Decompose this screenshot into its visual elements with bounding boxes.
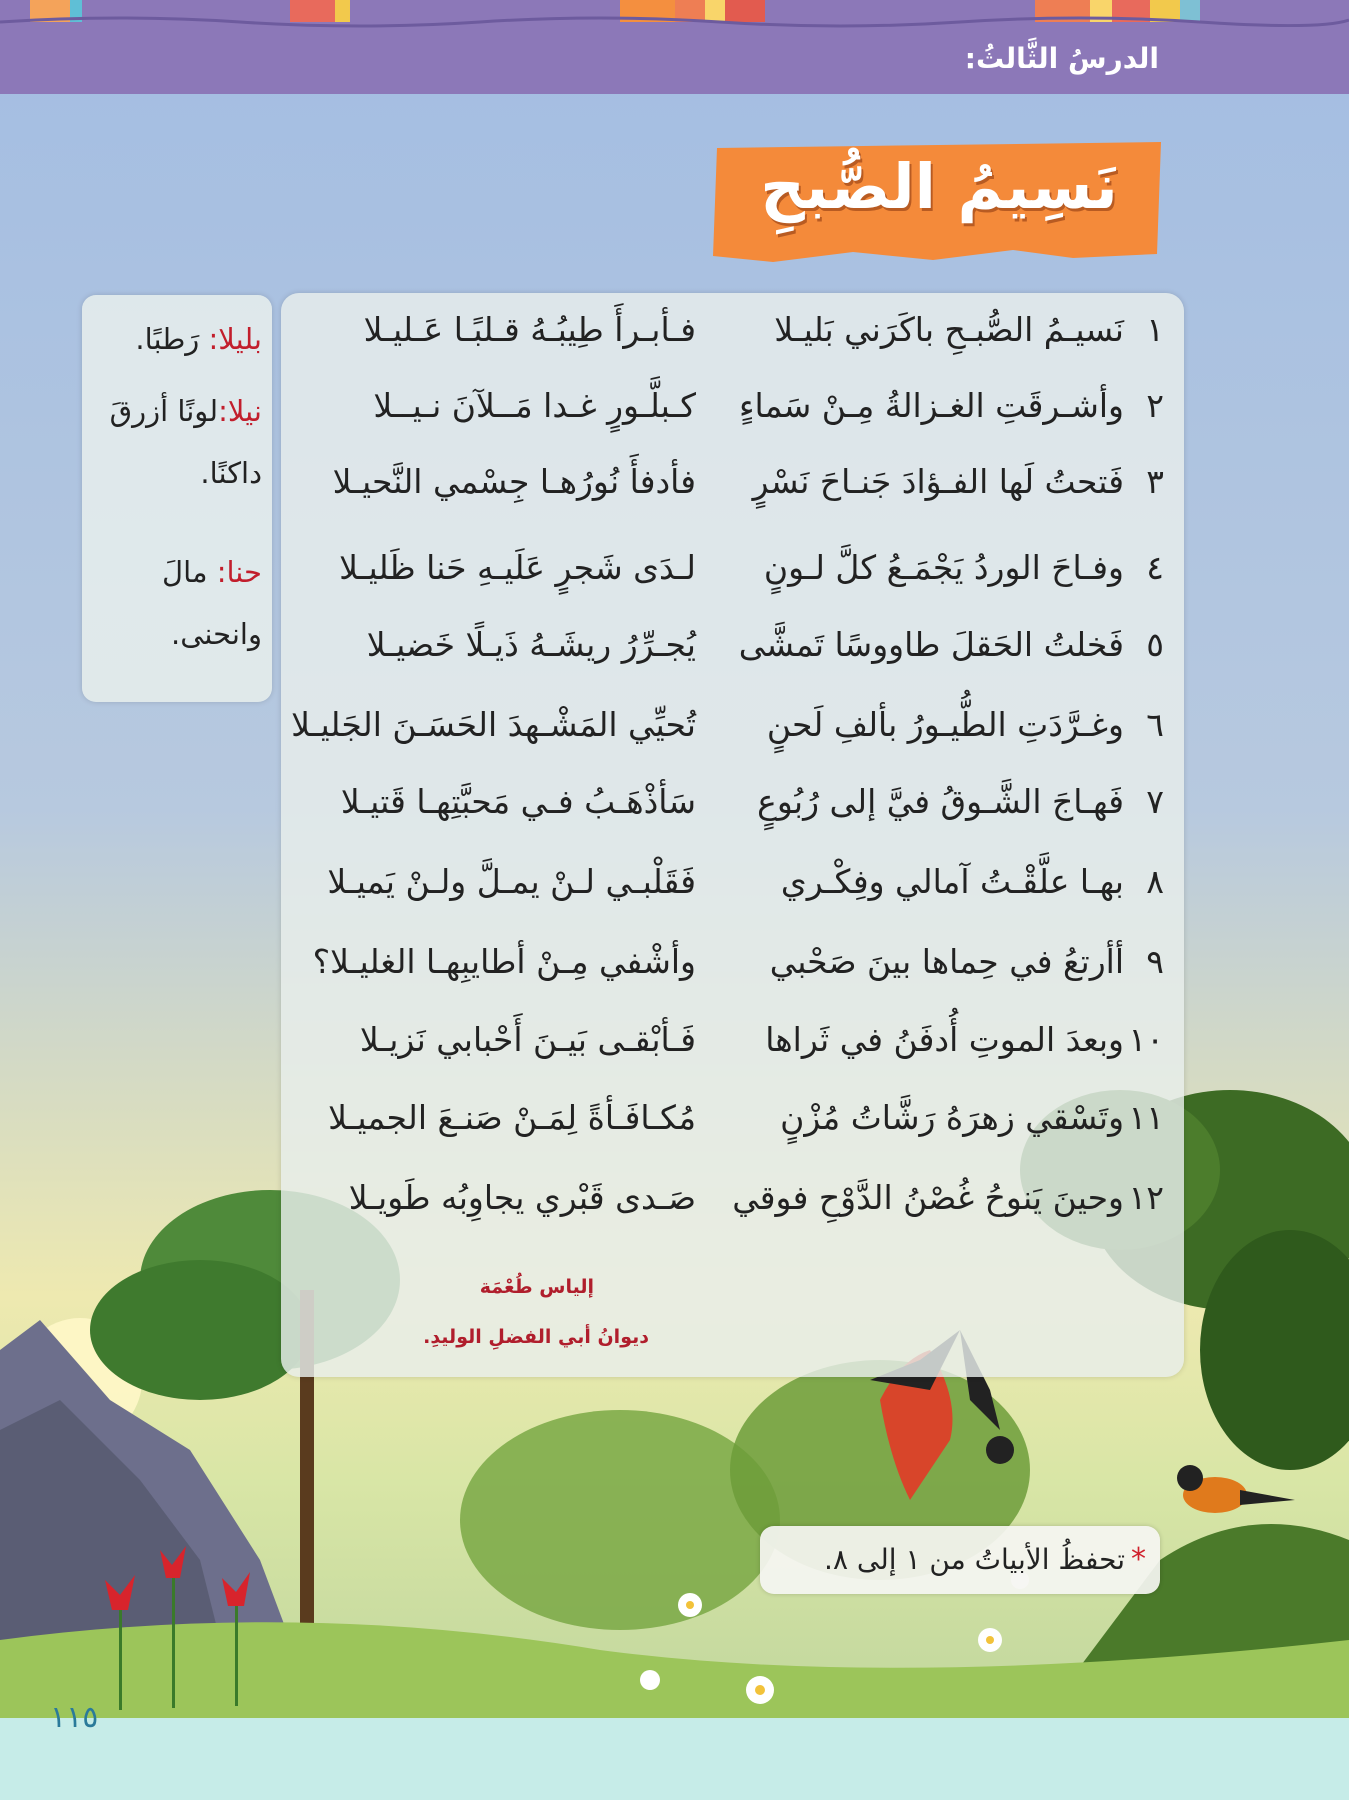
verse-second-hemistich: فَـأبْقـى بَيـنَ أَحْبابي نَزيـلا — [359, 1020, 696, 1059]
verse-number: ٨ — [1146, 862, 1164, 901]
verse-second-hemistich: صَـدى قَبْري يجاوِبُه طَويـلا — [348, 1178, 696, 1217]
poem-title: نَسِيمُ الصُّبحِ — [760, 150, 1118, 223]
verse-first-hemistich: فَخلتُ الحَقلَ طاووسًا تَمشَّى — [738, 625, 1124, 664]
verse-first-hemistich: وغـرَّدَتِ الطُّيـورُ بألفِ لَحنٍ — [766, 705, 1124, 744]
verse-second-hemistich: مُكـافَـأةً لِمَـنْ صَنـعَ الجميـلا — [328, 1098, 696, 1137]
memorize-note-text: تحفظُ الأبياتُ من ١ إلى ٨. — [824, 1543, 1125, 1576]
glossary-entry — [92, 308, 262, 370]
asterisk-icon: * — [1131, 1542, 1146, 1577]
verse-second-hemistich: كـبلَّـورٍ غـدا مَــلآنَ نـيــلا — [373, 386, 696, 425]
glossary-term: حنا: — [216, 555, 262, 589]
memorize-note — [760, 1526, 1160, 1594]
glossary-meaning: لونًا أزرقَ داكنًا. — [109, 394, 262, 490]
verse-first-hemistich: وبعدَ الموتِ أُدفَنُ في ثَراها — [765, 1020, 1124, 1059]
verse-first-hemistich: نَسيـمُ الصُّبـحِ باكَرَني بَليـلا — [774, 310, 1124, 349]
bush — [460, 1410, 780, 1630]
footer-band — [0, 1718, 1349, 1800]
verse-first-hemistich: وحينَ يَنوحُ غُصْنُ الدَّوْحِ فوقي — [732, 1178, 1124, 1217]
glossary-entry — [92, 380, 262, 504]
verse-first-hemistich: فَهـاجَ الشَّـوقُ فيَّ إلى رُبُوعٍ — [757, 782, 1124, 821]
verse-number: ١٠ — [1128, 1020, 1164, 1059]
verse-first-hemistich: بهـا علَّقْـتُ آمالي وفِكْـري — [780, 862, 1124, 901]
page-number: ١١٥ — [50, 1700, 99, 1735]
perched-bird-icon — [1177, 1465, 1295, 1513]
verse-second-hemistich: فأدفأَ نُورُهـا جِسْمي النَّحيـلا — [332, 462, 696, 501]
verse-number: ٧ — [1146, 782, 1164, 821]
verse-second-hemistich: تُحيِّي المَشْـهدَ الحَسَـنَ الجَليـلا — [291, 705, 696, 744]
verse-number: ١ — [1146, 310, 1164, 349]
glossary-term: نيلا: — [218, 394, 262, 428]
lesson-label: الدرسُ الثَّالثُ: — [964, 42, 1159, 75]
verse-first-hemistich: وفـاحَ الوردُ يَجْمَـعُ كلَّ لـونٍ — [763, 548, 1124, 587]
verse-number: ٤ — [1146, 548, 1164, 587]
poem-source: ديوانُ أبي الفضلِ الوليدِ. — [423, 1326, 649, 1348]
poem-author: إلياس طُعْمَة — [479, 1276, 594, 1298]
verse-first-hemistich: أأرتعُ في حِماها بينَ صَحْبي — [769, 942, 1124, 981]
verse-number: ٩ — [1146, 942, 1164, 981]
verse-number: ٣ — [1146, 462, 1164, 501]
verse-number: ٦ — [1146, 705, 1164, 744]
verse-number: ٢ — [1146, 386, 1164, 425]
verse-number: ٥ — [1146, 625, 1164, 664]
verse-second-hemistich: وأشْفي مِـنْ أطايبِهـا الغليـلا؟ — [312, 942, 696, 981]
glossary-meaning: رَطبًا. — [135, 322, 209, 356]
verse-second-hemistich: فَقَلْبـي لـنْ يمـلَّ ولـنْ يَميـلا — [327, 862, 696, 901]
glossary-entry — [92, 541, 262, 665]
verse-second-hemistich: يُجـرِّرُ ريشَـهُ ذَيـلًا خَضيـلا — [366, 625, 696, 664]
verse-second-hemistich: سَأذْهَـبُ فـي مَحبَّتِهـا قَتيـلا — [340, 782, 696, 821]
verse-number: ١١ — [1128, 1098, 1164, 1137]
verse-second-hemistich: لـدَى شَجرٍ عَلَيـهِ حَنا ظَليـلا — [339, 548, 696, 587]
verse-second-hemistich: فـأبـرأَ طِيبُـهُ قـلبًـا عَـليـلا — [363, 310, 696, 349]
verse-first-hemistich: وتَسْقي زهرَهُ رَشَّاتُ مُزْنٍ — [780, 1098, 1124, 1137]
verse-first-hemistich: وأشـرقَتِ الغـزالةُ مِـنْ سَماءٍ — [739, 386, 1124, 425]
glossary-meaning: مالَ وانحنى. — [162, 555, 262, 651]
verse-first-hemistich: فَتحتُ لَها الفـؤادَ جَنـاحَ نَسْرٍ — [752, 462, 1124, 501]
glossary-term: بليلا: — [208, 322, 262, 356]
verse-number: ١٢ — [1128, 1178, 1164, 1217]
